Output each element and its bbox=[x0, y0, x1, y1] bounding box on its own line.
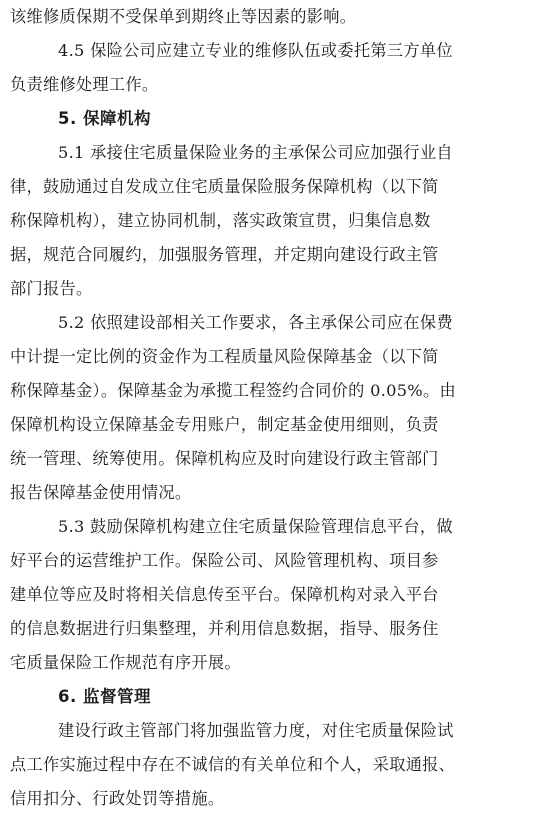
text-line: 点工作实施过程中存在不诚信的有关单位和个人，采取通报、 bbox=[10, 755, 456, 774]
clause-4-5-line: 4.5 保险公司应建立专业的维修队伍或委托第三方单位 bbox=[58, 41, 453, 60]
clause-5-1-line: 5.1 承接住宅质量保险业务的主承保公司应加强行业自 bbox=[58, 143, 453, 162]
section-6-paragraph-line: 建设行政主管部门将加强监管力度，对住宅质量保险试 bbox=[58, 721, 454, 740]
clause-5-3-line: 5.3 鼓励保障机构建立住宅质量保险管理信息平台，做 bbox=[58, 517, 453, 536]
text-line: 统一管理、统筹使用。保障机构应及时向建设行政主管部门 bbox=[10, 449, 439, 468]
text-line: 称保障基金）。保障基金为承揽工程签约合同价的 0.05%。由 bbox=[10, 381, 456, 400]
text-line: 宅质量保险工作规范有序开展。 bbox=[10, 653, 241, 672]
text-line: 报告保障基金使用情况。 bbox=[10, 483, 192, 502]
section-heading-6: 6. 监督管理 bbox=[58, 687, 151, 706]
text-line: 据，规范合同履约，加强服务管理，并定期向建设行政主管 bbox=[10, 245, 439, 264]
text-line: 负责维修处理工作。 bbox=[10, 75, 159, 94]
text-line: 律，鼓励通过自发成立住宅质量保险服务保障机构（以下简 bbox=[10, 177, 439, 196]
text-line: 该维修质保期不受保单到期终止等因素的影响。 bbox=[10, 7, 357, 26]
text-line: 建单位等应及时将相关信息传至平台。保障机构对录入平台 bbox=[10, 585, 439, 604]
text-line: 信用扣分、行政处罚等措施。 bbox=[10, 789, 225, 808]
text-line: 的信息数据进行归集整理，并利用信息数据，指导、服务住 bbox=[10, 619, 439, 638]
text-line: 部门报告。 bbox=[10, 279, 93, 298]
text-line: 中计提一定比例的资金作为工程质量风险保障基金（以下简 bbox=[10, 347, 439, 366]
text-line: 称保障机构），建立协同机制，落实政策宣贯，归集信息数 bbox=[10, 211, 431, 230]
text-line: 保障机构设立保障基金专用账户，制定基金使用细则，负责 bbox=[10, 415, 439, 434]
section-heading-5: 5. 保障机构 bbox=[58, 109, 151, 128]
clause-5-2-line: 5.2 依照建设部相关工作要求，各主承保公司应在保费 bbox=[58, 313, 453, 332]
text-line: 好平台的运营维护工作。保险公司、风险管理机构、项目参 bbox=[10, 551, 439, 570]
